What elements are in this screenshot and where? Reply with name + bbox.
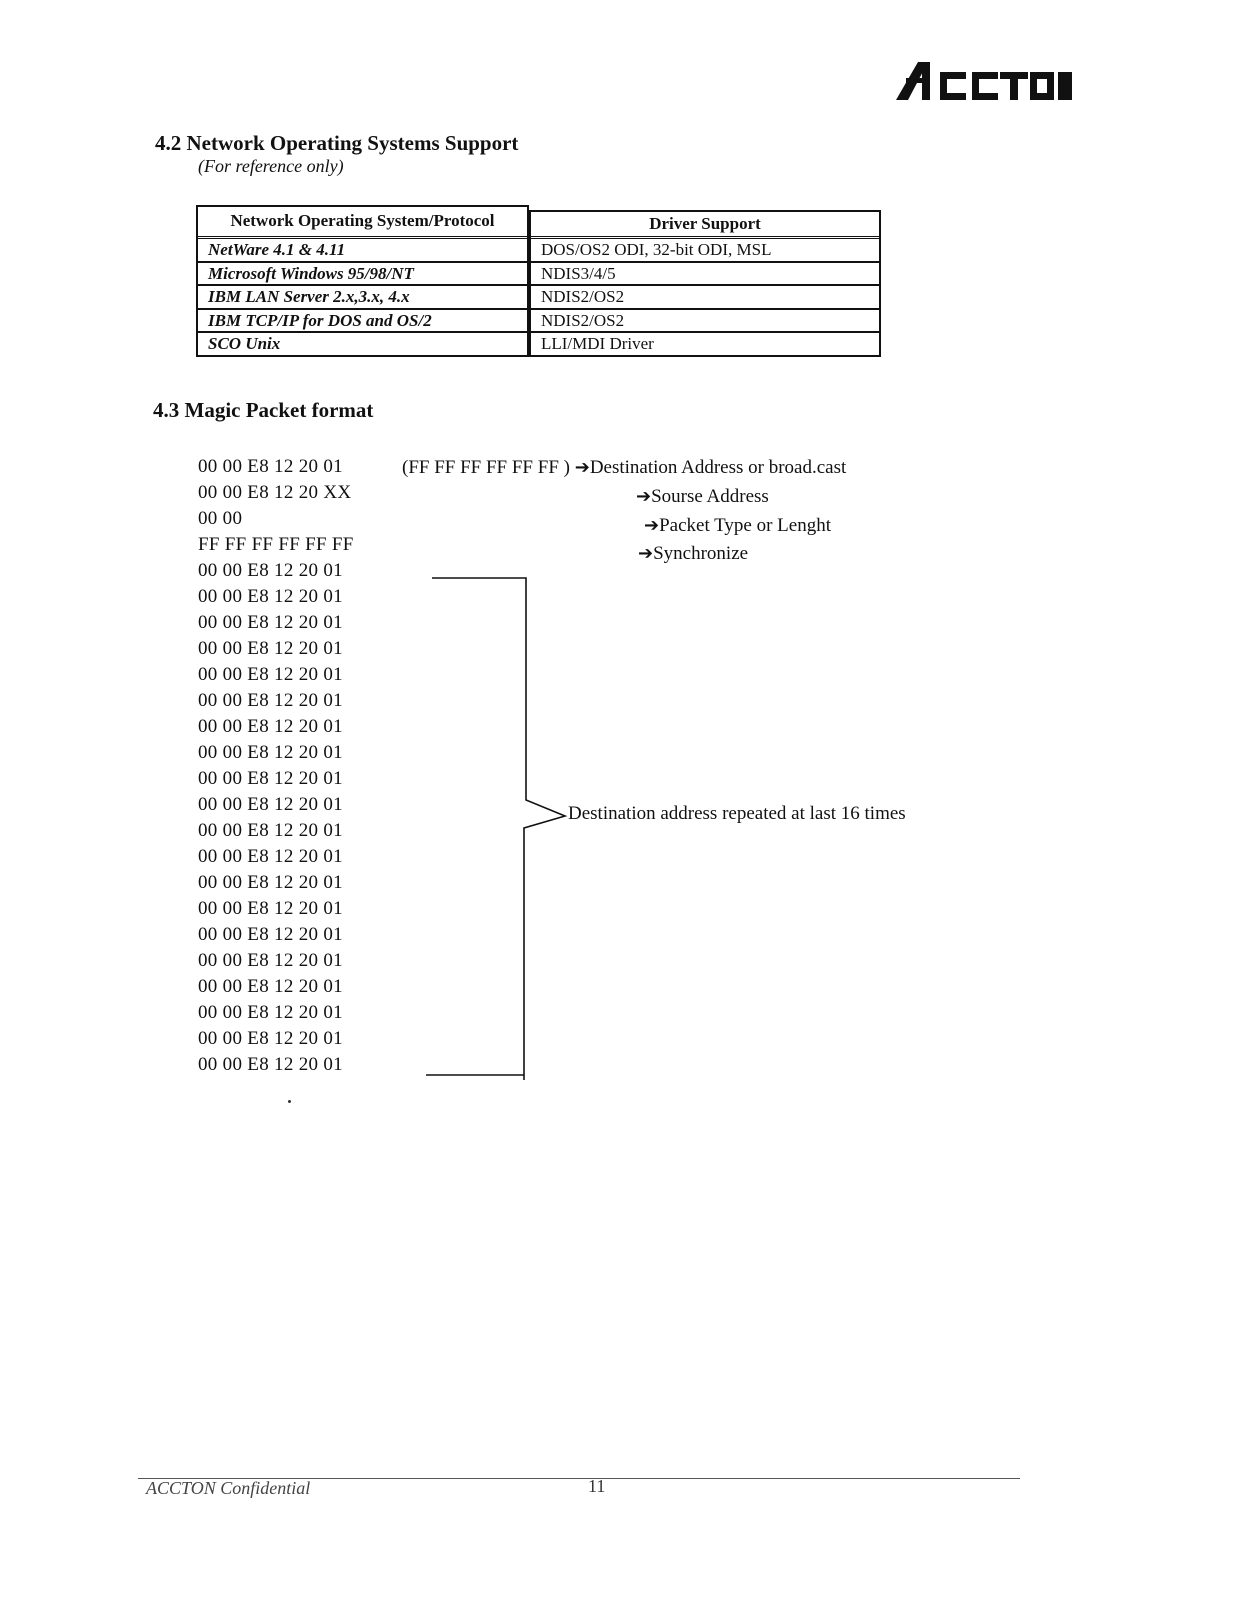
section-subtitle: (For reference only) xyxy=(198,156,344,176)
hex-line: 00 00 E8 12 20 01 xyxy=(198,586,343,607)
hex-line: 00 00 E8 12 20 01 xyxy=(198,794,343,815)
destination-label: Destination Address or broad.cast xyxy=(589,457,847,478)
table-cell-driver: NDIS2/OS2 xyxy=(531,286,879,310)
nos-table-driver-column xyxy=(529,210,881,357)
section-title-magic-packet: 4.3 Magic Packet format xyxy=(153,398,374,422)
hex-line: 00 00 E8 12 20 01 xyxy=(198,768,343,789)
table-cell-driver: NDIS3/4/5 xyxy=(531,263,879,287)
sync-label: Synchronize xyxy=(653,543,749,564)
table-header-driver: Driver Support xyxy=(531,212,879,239)
hex-line: 00 00 E8 12 20 01 xyxy=(198,612,343,633)
magic-packet-hex-lines xyxy=(198,454,354,1078)
speck xyxy=(288,1100,291,1103)
repeat-note: Destination address repeated at last 16 times xyxy=(568,803,906,824)
arrow-right-icon: ➔ xyxy=(574,457,590,478)
arrow-right-icon: ➔ xyxy=(636,486,652,507)
repeat-bracket-icon xyxy=(420,570,570,1085)
hex-line: 00 00 E8 12 20 01 xyxy=(198,846,343,867)
hex-line: 00 00 E8 12 20 01 xyxy=(198,924,343,945)
hex-line: 00 00 E8 12 20 01 xyxy=(198,690,343,711)
table-cell-driver: DOS/OS2 ODI, 32-bit ODI, MSL xyxy=(531,239,879,263)
packet-type-annotation xyxy=(644,515,831,537)
source-label: Sourse Address xyxy=(651,486,769,507)
table-cell-os: SCO Unix xyxy=(208,334,281,354)
table-cell-os: Microsoft Windows 95/98/NT xyxy=(198,263,527,287)
hex-line: 00 00 E8 12 20 01 xyxy=(198,1028,343,1049)
hex-line: 00 00 xyxy=(198,508,243,529)
hex-line: 00 00 E8 12 20 01 xyxy=(198,950,343,971)
table-cell-os: IBM LAN Server 2.x,3.x, 4.x xyxy=(198,286,527,310)
table-cell-driver: LLI/MDI Driver xyxy=(541,334,654,354)
destination-annotation xyxy=(402,457,846,479)
arrow-right-icon: ➔ xyxy=(644,515,660,536)
nos-table-os-column xyxy=(196,205,529,357)
hex-line: 00 00 E8 12 20 01 xyxy=(198,872,343,893)
table-cell-os: NetWare 4.1 & 4.11 xyxy=(198,239,527,263)
hex-line: FF FF FF FF FF FF xyxy=(198,534,354,555)
packet-type-label: Packet Type or Lenght xyxy=(659,515,832,536)
table-header-os: Network Operating System/Protocol xyxy=(198,207,527,239)
svg-text:ACCTON: ACCTON xyxy=(896,58,901,59)
broadcast-note: (FF FF FF FF FF FF ) xyxy=(402,457,570,478)
hex-line: 00 00 E8 12 20 01 xyxy=(198,716,343,737)
hex-line: 00 00 E8 12 20 01 xyxy=(198,742,343,763)
hex-line: 00 00 E8 12 20 01 xyxy=(198,638,343,659)
table-cell-os: IBM TCP/IP for DOS and OS/2 xyxy=(198,310,527,334)
hex-line: 00 00 E8 12 20 XX xyxy=(198,482,352,503)
hex-line: 00 00 E8 12 20 01 xyxy=(198,560,343,581)
accton-logo xyxy=(896,58,1072,104)
page-number: 11 xyxy=(588,1476,606,1496)
footer-confidential: ACCTON Confidential xyxy=(146,1478,311,1498)
hex-line: 00 00 E8 12 20 01 xyxy=(198,898,343,919)
hex-line: 00 00 E8 12 20 01 xyxy=(198,664,343,685)
sync-annotation xyxy=(638,543,748,565)
source-annotation xyxy=(636,486,769,508)
hex-line: 00 00 E8 12 20 01 xyxy=(198,456,343,477)
arrow-right-icon: ➔ xyxy=(638,543,654,564)
hex-line: 00 00 E8 12 20 01 xyxy=(198,820,343,841)
section-title-nos: 4.2 Network Operating Systems Support xyxy=(155,131,519,155)
hex-line: 00 00 E8 12 20 01 xyxy=(198,976,343,997)
hex-line: 00 00 E8 12 20 01 xyxy=(198,1054,343,1075)
table-cell-driver: NDIS2/OS2 xyxy=(531,310,879,334)
hex-line: 00 00 E8 12 20 01 xyxy=(198,1002,343,1023)
